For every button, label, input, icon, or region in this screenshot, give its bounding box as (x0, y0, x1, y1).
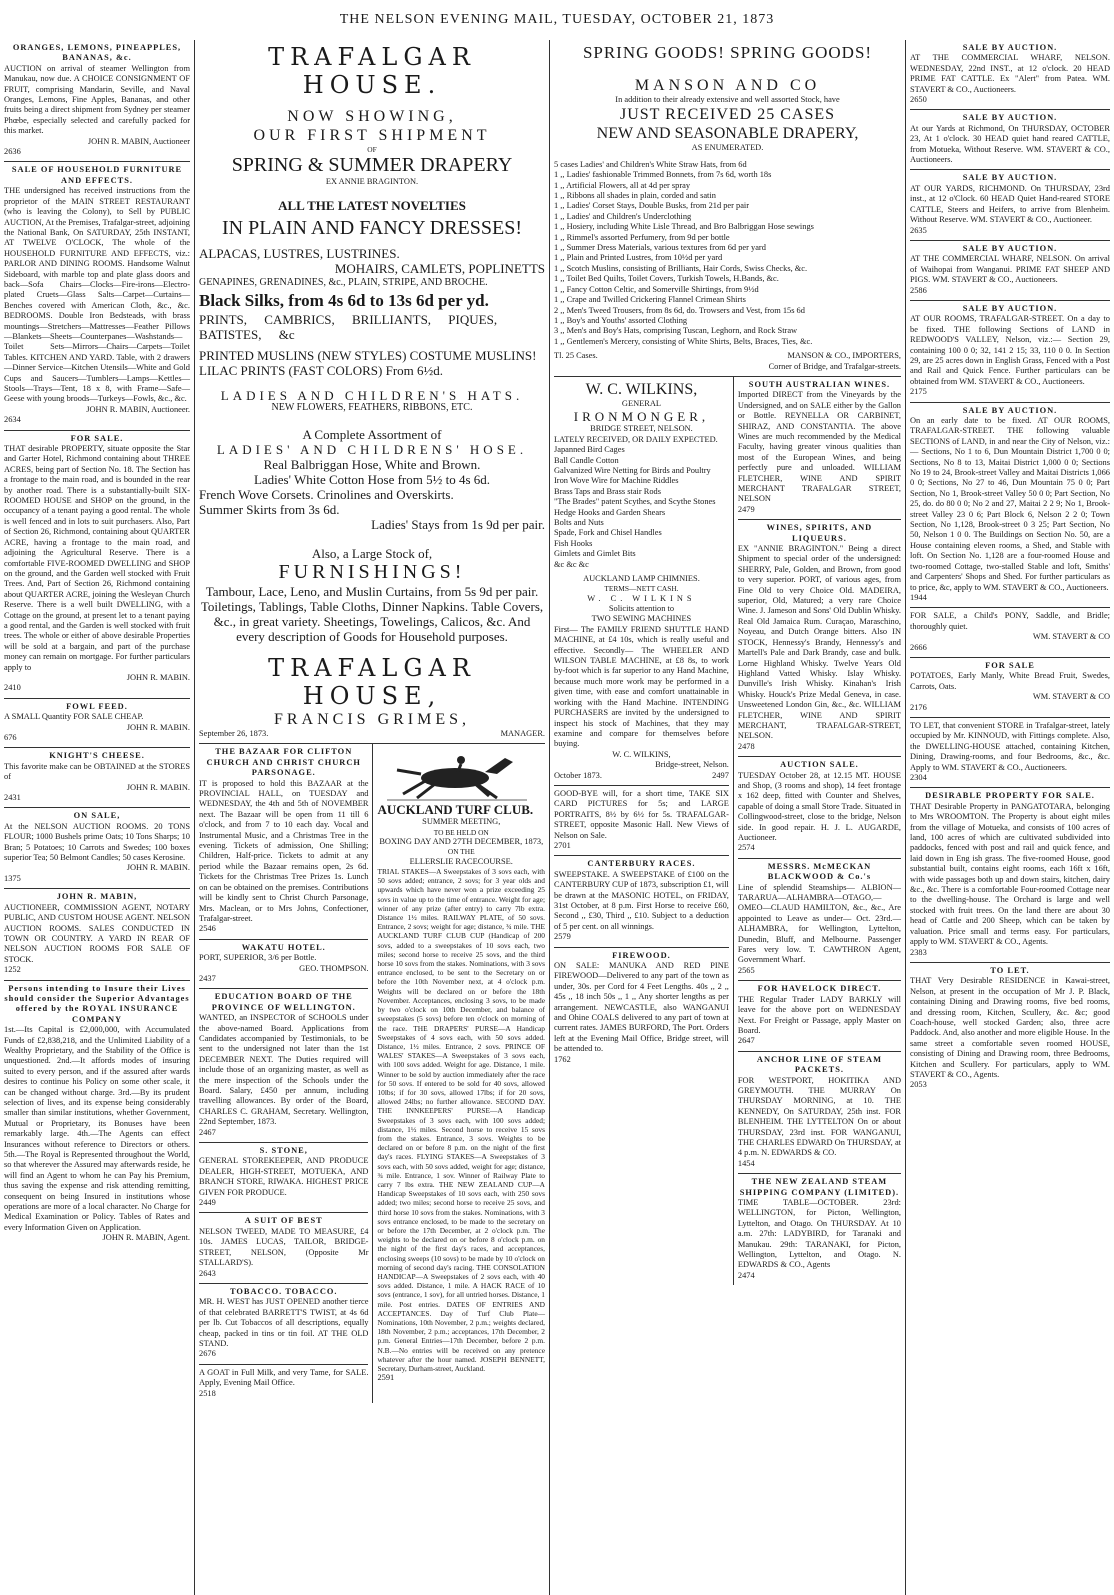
manson-item: 1 ,, Rimmel's assorted Perfumery, from 9d per bottle (554, 232, 730, 242)
ad-number: 2634 (4, 415, 21, 425)
ad-heading: CANTERBURY RACES. (587, 859, 696, 869)
manson-item: 1 ,, Crape and Twilled Crickering Flannel Crimean Shirts (554, 295, 746, 305)
advertisement (910, 301, 1110, 403)
advertisement (910, 963, 1110, 1095)
ad-body: SWEEPSTAKE. A SWEEPSTAKE of £100 on the CANTERBURY CUP of 1873, subscription £1, will be drawn at the MASONIC HOTEL, on FRIDAY, 31st October, at 8 p.m. First Horse to receive £60, Second ,, £30, Third ,, £10. Subject to a deduction of 5 per cent. on all winnings. (554, 869, 729, 931)
wilkins-items (554, 445, 729, 570)
ad-body: AT OUR YARDS, RICHMOND. On THURSDAY, 23rd inst., at 12 o'Clock. 60 HEAD Quiet Hand-reared STORE CATTLE, Steers and Heifers, to arrive from Blenheim. Without Reserve. WM. STAVERT & CO., Auctioneer. (910, 183, 1110, 225)
wilkins-item: Hedge Hooks and Garden Shears (554, 507, 666, 517)
wilkins-terms: TERMS—NETT CASH. (604, 584, 679, 594)
manson-address: Corner of Bridge, and Trafalgar-streets. (768, 361, 901, 371)
advertisement (738, 377, 901, 520)
ad-number: 2701 (554, 840, 571, 850)
wilkins-date: October 1873. (554, 770, 602, 780)
advertisement (738, 520, 901, 757)
advertisement (910, 403, 1110, 609)
ad-body: This favorite make can be OBTAINED at the STORES of (4, 761, 190, 782)
ad-body: POTATOES, Early Manly, White Bread Fruit, Swedes, Carrots, Oats. (910, 671, 1110, 691)
advertisement (738, 757, 901, 859)
ad-body: 1st.—Its Capital is £2,000,000, with Accumulated Funds of £2,838,218, and the Unlimited Liability of a Wealthy Proprietary, and the Stability of the Office is unquestioned. 2nd.—It affords modes of insuring suited to every person, and if the assured after wards desires to continue his Policy on some other scale, it can be changed without charge. 3rd.—By its prudent selection of lives, and its expense being considerably smaller than similar institutions, whether Government, Mutual or Proprietary, its Bonuses have been remarkably large. 4th.—The Agents can effect Insurances without reference to Directors or others. 5th.—The Royal is Represented throughout the World, so that wherever the Assured may afterwards reside, he will find an Agent to whom he can Pay his Premium, thus saving the expense and risk attending remitting, consequent on being Insured in institutions whose operations are more of a local character. No Charge for Medical Examination or Policy. Tables of Rates and every Information Given on Application. (4, 1025, 190, 1232)
manson-item: 1 ,, Summer Dress Materials, various textures from 6d per yard (554, 243, 766, 253)
ad-signature: JOHN R. MABIN. (126, 672, 190, 682)
advertisement (199, 940, 368, 990)
ad-body: At the NELSON AUCTION ROOMS. 20 TONS FLOUR; 1000 Bushels prime Oats; 10 Tons Sharps; 10 Bran; 5 Potatoes; 10 Carrots and Swedes; 100 boxes superior Tea; 50 Belmont Candles; 50 cases Kerosine. (4, 821, 190, 863)
ad-number: 2175 (910, 387, 927, 397)
wilkins-sub: TWO SEWING MACHINES (591, 614, 692, 624)
ad-signature: JOHN R. MABIN, Auctioneer (87, 136, 190, 146)
advertisement (4, 889, 190, 980)
ad-signature: JOHN R. MABIN. (126, 722, 190, 732)
ad-number: 2647 (737, 1036, 755, 1046)
ad-date: September 26, 1873. (199, 729, 269, 739)
advertisement (4, 808, 190, 889)
ad-heading: ORANGES, LEMONS, PINEAPPLES, BANANAS, &c. (12, 43, 182, 63)
ad-signature: JOHN R. MABIN, Auctioneer. (86, 404, 190, 414)
manson-sub: In addition to their already extensive and well assorted Stock, have (615, 95, 840, 104)
ad-number: 2579 (554, 932, 571, 942)
manson-items (554, 160, 901, 347)
ad-number: 2574 (737, 843, 755, 853)
advertisement (4, 162, 190, 430)
wilkins-sub: LATELY RECEIVED, OR DAILY EXPECTED. (554, 434, 718, 444)
ad-body: FOR WESTPORT, HOKITIKA AND GREYMOUTH. THE MURRAY On THURSDAY MORNING, at 10. THE KENNEDY, On SATURDAY, 25th inst. FOR BLENHEIM. THE LYTTELTON On or about THURSDAY, 23rd inst. FOR WANGANUI, THE CHARLES EDWARD On THURSDAY, at 4 p.m. N. EDWARDS & CO. (737, 1075, 901, 1158)
turf-sub: ON THE (447, 847, 475, 857)
wilkins-sub: IRONMONGER, (573, 409, 710, 425)
ad-body: PORT, SUPERIOR, 3/6 per Bottle. (199, 953, 317, 963)
ad-line: ALPACAS, LUSTRES, LUSTRINES. (199, 245, 400, 261)
ad-number: 2635 (910, 225, 927, 235)
turf-sub: TO BE HELD ON (433, 827, 489, 837)
manson-signature: MANSON & CO., IMPORTERS, (787, 351, 901, 361)
ad-heading: SOUTH AUSTRALIAN WINES. (748, 379, 891, 389)
wilkins-item: Bolts and Nuts (554, 518, 604, 527)
manson-item: 1 ,, Ladies' and Children's Underclothing (554, 211, 692, 221)
spring-goods-heading: SPRING GOODS! SPRING GOODS! (582, 43, 873, 62)
manson-title: MANSON AND CO (634, 77, 821, 94)
advertisement (4, 40, 190, 162)
ad-heading: FOR SALE. (70, 433, 124, 443)
ad-signature: WM. STAVERT & CO (1032, 632, 1110, 642)
ad-heading: SALE BY AUCTION. (962, 113, 1058, 123)
advertisement (738, 1052, 901, 1174)
ad-line: IN PLAIN AND FANCY DRESSES! (221, 216, 523, 239)
wilkins-title: W. C. WILKINS, (585, 380, 698, 398)
ad-signature: JOHN R. MABIN. (126, 863, 190, 873)
manson-item: 1 ,, Plain and Printed Lustres, from 10½d per yard (554, 253, 723, 263)
ad-line: ALL THE LATEST NOVELTIES (278, 197, 466, 213)
manson-item: 3 ,, Men's and Boy's Hats, comprising Tuscan, Leghorn, and Rock Straw (554, 326, 798, 336)
ad-heading: SALE BY AUCTION. (962, 303, 1058, 313)
ad-body: TUESDAY October 28, at 12.15 MT. HOUSE and Shop, (3 rooms and shop), 14 feet frontage x 162 deep, fitted with Counter and Shelves, capable of doing a small Store Trade. Situated in Collingwood-street, close to the bridge, Nelson side. In good repair. H. J. L. AUGARDE, Auctioneer. (737, 770, 901, 842)
ad-body: THAT Very Desirable RESIDENCE in Kawai-street, Nelson, at present in the occupation of Mr J. P. Black, containing Dining and Drawing rooms, five bed rooms, and dressing room, Kitchen, Scullery, &c. &c; good Coach-house, well stocked Garden; also, three acre Paddock. And, also another and more eligible House. In the same street a comfortable seven roomed HOUSE, consisting of Dining and Drawing room, three Bedrooms, Kitchen and Scullery. For particulars, apply to WM. STAVERT & CO., Agents. (910, 976, 1110, 1079)
trafalgar-house-ad (199, 40, 545, 744)
racehorse-illustration (377, 744, 545, 802)
ad-line: Ladies' White Cotton Hose from 5½ to 4s 6d. (253, 472, 491, 488)
ad-heading: WINES, SPIRITS, AND LIQUEURS. (766, 523, 873, 543)
ad-heading: JOHN R. MABIN, (56, 892, 138, 902)
advertisement (4, 981, 190, 1248)
ad-heading: FOR SALE (985, 660, 1035, 670)
advertisement (199, 1284, 368, 1365)
ad-body: On an early date to be fixed. AT OUR ROOMS, TRAFALGAR-STREET. THE following valuable SECTIONS of LAND, in and near the City of Nelson, viz.:— Sections, No 1 to 6, Dun Mountain District 1,700 0 0; Sections, No 8 to 13, Maitai District 1,000 0 0; Sections No 19 to 24, Brook-street Valley and Maitai Districts 1,066 0 0; Sections, No 27 to 46, Dun Mountain 75 0 0; Part Section, No 1, Brook-street Valley 50 0 0; Part Section, No 25, do. do 80 0 0; No 2 and 27, Maitai 2 2 9; No 1, Brook-street Valley 23 0 6; Part Block 6, Nelson 2 2 0; Town Section, No 1,128, Brook-street 0 3 25; Part Section, No 50, Nelson 1 0 0. The Buildings on Section No. 50, are a House containing eleven rooms, a Shed, and Stable with loft. On Section No. 1,128 are a four-roomed House and two-roomed Cottage, two-stalled Stable and loft, Smiths' and Carpenters' Shops and Shed. For further particulars as to price, &c, apply to WM. STAVERT & CO., Auctioneers. (910, 416, 1110, 592)
wilkins-body: First— The FAMILY FRIEND SHUTTLE HAND MACHINE, at £4 10s, which is really useful and effective. Secondly— The WHEELER AND WILSON TABLE MACHINE, at £8 8s, to work by-foot which is far superior to any Hand Machine, because much more work may be performed in a given time, with ease and comfort unattainable in working with the Hand Machine. INTENDING PURCHASERS are invited by the undersigned to inspect his stock of Machines, that they may examine and compare for themselves before buying. (554, 624, 729, 749)
ad-line: LILAC PRINTS (FAST COLORS) From 6½d. (199, 362, 444, 378)
ad-body: AUCTION on arrival of steamer Wellington from Manukau, now due. A CHOICE CONSIGNMENT OF FRUIT, comprising Mandarin, Seville, and Naval Oranges, Lemons, Fine Apples, Bananas, and other fruits being a direct shipment from Sydney per steamer Phœbe, especially selected and carefully packed for this market. (4, 63, 190, 136)
masthead: THE NELSON EVENING MAIL, TUESDAY, OCTOBER 21, 1873 (339, 12, 775, 27)
wilkins-item: &c &c &c (554, 559, 589, 569)
ad-line: Black Silks, from 4s 6d to 13s 6d per yd. (199, 290, 489, 310)
ad-heading: SALE OF HOUSEHOLD FURNITURE AND EFFECTS. (11, 165, 183, 185)
advertisement (4, 699, 190, 749)
turf-sub: ELLERSLIE RACECOURSE. (409, 856, 513, 866)
manson-item: 1 ,, Gentlemen's Mercery, consisting of White Shirts, Belts, Braces, Ties, &c. (554, 336, 813, 346)
ad-heading: AUCTION SALE. (780, 760, 859, 770)
ad-signature: JOHN R. MABIN. (126, 782, 190, 792)
ad-line: SPRING & SUMMER DRAPERY (231, 154, 513, 177)
ad-number: 1375 (4, 873, 21, 883)
advertisement (738, 859, 901, 981)
ad-body: TIME TABLE—OCTOBER. 23rd: WELLINGTON, for Picton, Wellington, Lyttelton, and Otago. On THURSDAY. At 10 a.m. 27th: LADYBIRD, for Taranaki and Manukau. 29th: TARANAKI, for Picton, Wellington, Lyttelton, and Otago. N. EDWARDS & CO., Agents (737, 1198, 901, 1270)
ad-heading: FIREWOOD. (612, 950, 671, 960)
ad-line: PRINTS, CAMBRICS, BRILLIANTS, PIQUES, BATISTES, &c (199, 311, 498, 342)
ad-heading: FOR HAVELOCK DIRECT. (757, 984, 882, 994)
ad-line: Ladies' Stays from 1s 9d per pair. (371, 517, 545, 533)
ad-body: A GOAT in Full Milk, and very Tame, for SALE. Apply, Evening Mail Office. (199, 1367, 369, 1388)
ad-heading: WAKATU HOTEL. (241, 942, 326, 952)
ad-body: Imported DIRECT from the Vineyards by the Undersigned, and on SALE either by the Gallon or Bottle. REYNELLA OR CARBINET, SHIRAZ, AND CONSTANTIA. The above Wines are much recommended by the Medical Faculty, having greater vinous qualities than most of the European Wines, and being perfectly pure and unloaded. WILLIAM FLETCHER, WINE AND SPIRIT MERCHANT TRAFALGAR STREET, NELSON (737, 390, 901, 504)
auckland-turf-club-ad (373, 744, 545, 1403)
ad-number: 2176 (910, 702, 927, 712)
advertisement (554, 786, 729, 856)
manson-item: 1 ,, Boy's and Youths' assorted Clothing (554, 315, 688, 325)
ad-heading: KNIGHT'S CHEESE. (49, 751, 145, 761)
ad-heading: TO LET. (990, 965, 1030, 975)
wilkins-item: Japanned Bird Cages (554, 445, 625, 455)
wilkins-sub: Solicits attention to (608, 604, 675, 614)
advertisement (738, 1174, 901, 1285)
ad-number: 2449 (199, 1198, 216, 1208)
advertisement (4, 431, 190, 699)
ad-heading: THE NEW ZEALAND STEAM SHIPPING COMPANY (LIMITED). (739, 1177, 900, 1197)
manson-sub: AS ENUMERATED. (691, 143, 764, 153)
ad-body: AUCTIONEER, COMMISSION AGENT, NOTARY PUBLIC, AND CUSTOM HOUSE AGENT. NELSON AUCTION ROOMS. SALES CONDUCTED IN TOWN OR COUNTRY. A YARD IN REAR OF NELSON AUCTION ROOMS FOR SALE OF STOCK. (4, 902, 190, 964)
ad-heading: SALE BY AUCTION. (962, 43, 1058, 52)
ad-number: 2304 (910, 773, 927, 782)
manson-sub: NEW AND SEASONABLE DRAPERY, (596, 125, 859, 143)
manson-item: 5 cases Ladies' and Children's White Straw Hats, from 6d (554, 159, 747, 169)
column-4 (906, 40, 1114, 1595)
ad-line: Summer Skirts from 3s 6d. (199, 502, 340, 518)
manson-sub: JUST RECEIVED 25 CASES (619, 106, 836, 124)
manson-item: 2 ,, Men's Tweed Trousers, from 8s 6d, do. Trowsers and Vest, from 15s 6d (554, 305, 805, 315)
ad-number: 2478 (737, 741, 755, 751)
wilkins-item: Iron Wove Wire for Machine Riddles (554, 476, 679, 486)
ad-body: IT is proposed to hold this BAZAAR at the PROVINCIAL HALL, on TUESDAY and WEDNESDAY, the 4th and 5th of NOVEMBER next. The Bazaar will be open from 11 till 6 o'clock, and from 7 to 10 each day. Vocal and Instrumental Music, and a Christmas Tree in the evening. Tickets of admission, One Shilling; Children, Half-price. Tickets to admit at any period while the Bazaar remains open, 2s 6d. Tickets for the Christmas Tree Prizes 1s. Lunch on can be obtained on the premises. Contributions will be kindly sent to Christ Church Parsonage, Mrs. Maclean, or to Mrs Johns, Confectioner, Trafalgar-street. (199, 778, 369, 923)
ad-line: French Wove Corsets. Crinolines and Overskirts. (199, 487, 454, 503)
manson-item: 1 ,, Ribbons all shades in plain, corded and satin (554, 191, 716, 201)
ad-body: WANTED, an INSPECTOR of SCHOOLS under the above-named Board. Applications from Candidates accompanied by Testimonials, to be sent to the undersigned not later than the 1st DECEMBER NEXT. The Duties required will include those of an organizing master, as well as the mere inspection of the Schools under the Board. Salary, £450 per annum, including travelling allowances. By order of the Board, CHARLES C. GRAHAM, Secretary. Wellington, 22nd September, 1873. (199, 1013, 369, 1127)
ad-number: 1944 (910, 592, 927, 602)
advertisement (199, 1143, 368, 1213)
ad-signature: GEO. THOMPSON. (299, 963, 369, 973)
advertisement (910, 110, 1110, 170)
ad-number: 2497 (712, 770, 729, 780)
ad-body: ON SALE: MANUKA AND RED PINE FIREWOOD—Delivered to any part of the town as under, 30s. per Cord for 4 Feet Lengths. 40s ,, 2 ,, 45s ,, 18 inch 50s ,, 1 ,, Any shorter lengths as per arrangement. NEWCASTLE, also WANGANUI and Ohine COALS delivered to any part of town at current rates. JAMES BURFORD, The Port. Orders left at the Evening Mail Office, Bridge street, will be attended to. (554, 961, 729, 1054)
ad-number: 2650 (910, 95, 927, 105)
column-2-left (199, 744, 373, 1403)
ad-number: 1454 (737, 1158, 755, 1168)
advertisement (910, 170, 1110, 240)
ad-number: 2518 (199, 1388, 216, 1398)
manson-item: 1 ,, Artificial Flowers, all at 4d per spray (554, 180, 691, 190)
manson-item: 1 ,, Hosiery, including White Lisle Thread, and Bro Balbriggan Hose sewings (554, 222, 814, 232)
turf-sub: BOXING DAY AND 27TH DECEMBER, 1873, (379, 837, 544, 847)
ad-number: 2383 (910, 947, 927, 957)
ad-body: GOOD-BYE will, for a short time, TAKE SIX CARD PICTURES for 5s; and LARGE PORTRAITS, 8½ by 6½ for 5s. TRAFALGAR-STREET, opposite Masonic Hall. New Views of Nelson on Sale. (554, 788, 729, 840)
ad-number: 1252 (4, 965, 21, 975)
wilkins-item: Ball Candle Cotton (554, 455, 619, 465)
ad-line: Also, a Large Stock of, (311, 546, 433, 562)
advertisement (199, 1365, 368, 1403)
ad-heading: SALE BY AUCTION. (962, 405, 1058, 415)
ad-heading: THE BAZAAR FOR CLIFTON CHURCH AND CHRIST CHURCH PARSONAGE. (206, 747, 361, 778)
ad-heading: MESSRS. McMECKAN BLACKWOOD & Co.'s (767, 861, 872, 882)
manson-total: Tl. 25 Cases. (554, 351, 598, 361)
ad-body: FOR SALE, a Child's PONY, Saddle, and Bridle; thoroughly quiet. (910, 611, 1110, 631)
ad-body: NELSON TWEED, MADE TO MEASURE, £4 10s. JAMES LUCAS, TAILOR, BRIDGE-STREET, NELSON, (Opposite Mr STALLARD'S). (199, 1226, 369, 1268)
ad-line: OUR FIRST SHIPMENT (253, 127, 491, 144)
ad-signature: WM. STAVERT & CO (1032, 692, 1110, 702)
ad-body: Line of splendid Steamships— ALBION—TARARUA—ALHAMBRA—OTAGO,—OMEO—CLAUD HAMILTON, &c., &c., Are appointed to Leave as under— Oct. 23rd.—ALHAMBRA, for Wellington, Lyttelton, Dunedin, Bluff, and Melbourne. Passenger Fares very low. T. CAWTHRON Agent, Government Wharf. (737, 882, 901, 965)
ad-heading: S. STONE, (259, 1146, 308, 1156)
ad-line: Tambour, Lace, Leno, and Muslin Curtains, from 5s 9d per pair. Toiletings, Tablings, Table Cloths, Dinner Napkins. Table Covers, &c., in great variety. Sheetings, Towelings, Calicos, &c. And every description of Goods for Household purposes. (200, 584, 544, 645)
manson-item: 1 ,, Toilet Bed Quilts, Toilet Covers, Turkish Towels, H.Bands, &c. (554, 274, 779, 284)
ad-body: THAT Desirable Property in PANGATOTARA, belonging to Mrs WROOMTON. The Property is about eight miles from the village of Motueka, and consists of 100 acres of land, 100 acres of which are cultivated subdivided into paddocks, fenced with post and rail and quick fence, and laid down in Eng ish grass. The five-roomed House, good substantial built, contains eight rooms, each 16ft x 16ft, with wide passages both up and down stairs, kitchen, dairy &c., &c. There is a comfortable Four-roomed Cottage near to the dwelling-house. The Orchard is large and well stocked with fruit trees. On the land there are about 30 head of Cattle and 200 Sheep, which can be taken by valuation. Price small and terms easy. For particulars, apply to WM. STAVERT & CO., Agents. (910, 801, 1110, 947)
ad-number: 2546 (199, 924, 216, 934)
ad-line: FURNISHINGS! (278, 561, 466, 584)
wilkins-address: Bridge-street, Nelson. (655, 760, 729, 770)
advertisement (199, 989, 368, 1143)
wilkins-lamp: AUCKLAND LAMP CHIMNIES. (583, 574, 700, 584)
ad-number: 2479 (737, 504, 755, 514)
ad-number: 676 (4, 733, 17, 742)
column-3 (550, 40, 906, 1595)
ad-body: THAT desirable PROPERTY, situate opposite the Star and Garter Hotel, Richmond containing about THREE ACRES, being part of Section No. 18. The Section has a frontage to the main road, and is bounded in the rear by another road. There is a substantially-built SIX-ROOMED HOUSE and SHOP on the ground, in the occupancy of a tenant paying a good rental. The whole is well fenced and in lots to suit purchasers. Also, Part of Section 26, Richmond, containing about QUARTER ACRE, having a frontage to the main road, and adjoining the Agricultural Reserve. There is a comfortable FIVE-ROOMED DWELLING and SHOP on the ground, and the Garden well stocked with Fruit Trees. And, Part of Section 26, Richmond containing about QUARTER ACRE, joining the Wesleyan Church Reserve. There is a well built DWELLING, with a Cottage on the ground, at present let to a tenant paying a good rental, and the Garden is well stocked with fruit trees. The whole or either of above desirable Properties will be sold at a bargain, and part of the purchase money can remain on mortgage. For further particulars apply to (4, 444, 190, 672)
ad-body: TO LET, that convenient STORE in Trafalgar-street, lately occupied by Mr. KINNOUD, with Fittings complete. Also, the DWELLING-HOUSE attached, containing Kitchen, Dining, Drawing-rooms, and four Bedrooms, &c., &c. Apply to WM. STAVERT & CO., Auctioneers. (910, 720, 1110, 772)
ad-line: TRAFALGAR HOUSE, (268, 654, 476, 711)
ad-heading: Persons intending to Insure their Lives should consider the Superior Advantages offered by the ROYAL INSURANCE COMPANY (4, 983, 190, 1024)
advertisement (199, 1213, 368, 1283)
wilkins-item: Gimlets and Gimlet Bits (554, 549, 636, 559)
ad-line: MOHAIRS, CAMLETS, POPLINETTS (334, 260, 545, 276)
advertisement (554, 856, 729, 947)
wilkins-signature: W. C. WILKINS, (612, 749, 671, 759)
ad-body: MR. H. WEST has JUST OPENED another tierce of that celebrated BARRETT'S TWIST, at 4s 6d per lb. Cut Tobaccos of all descriptions, equally cheap, packed in tins or tin foil. AT THE OLD STAND. (199, 1297, 369, 1348)
ad-line: NOW SHOWING, (287, 108, 457, 125)
ad-body: AT THE COMMERCIAL WHARF, NELSON. On arrival of Waihopai from Wanganui. PRIME FAT SHEEP AND PIGS. WM. STAVERT & CO., Auctioneers. (910, 254, 1110, 285)
ad-line: Real Balbriggan Hose, White and Brown. (263, 457, 481, 473)
manson-item: 1 ,, Fancy Cotton Celtic, and Somerville Shirtings, from 9½d (554, 284, 759, 294)
ad-line: LADIES AND CHILDREN'S HATS. (220, 387, 524, 403)
ad-number: 2437 (199, 973, 216, 983)
ad-line: PRINTED MUSLINS (NEW STYLES) COSTUME MUSLINS! (199, 347, 537, 363)
ad-line: GENAPINES, GRENADINES, &c., PLAIN, STRIPE, AND BROCHE. (199, 276, 488, 288)
ad-number: 2591 (377, 1373, 395, 1383)
manson-and-co-ad (554, 40, 901, 377)
ad-body: A SMALL Quantity FOR SALE CHEAP. (4, 712, 144, 722)
wilkins-item: Spade, Fork and Chisel Handles (554, 528, 662, 538)
wilkins-ad (554, 377, 729, 786)
advertisement (910, 608, 1110, 658)
advertisement (910, 658, 1110, 718)
ad-line: LADIES' AND CHILDRENS' HOSE. (216, 442, 528, 458)
ad-heading: DESIRABLE PROPERTY FOR SALE. (925, 791, 1095, 801)
advertisement (910, 40, 1110, 110)
advertisement (199, 744, 368, 939)
advertisement (910, 241, 1110, 301)
column-2 (195, 40, 550, 1595)
turf-title: AUCKLAND TURF CLUB. (377, 802, 534, 818)
column-3-right (734, 377, 901, 1285)
ad-body: At our Yards at Richmond, On THURSDAY, OCTOBER 23, At 1 o'clock. 30 HEAD quiet hand reared CATTLE, from Motueka, Without Reserve. WM. STAVERT & CO., Auctioneers. (910, 123, 1110, 165)
ad-body: AT OUR ROOMS, TRAFALGAR-STREET. On a day to be fixed. THE following Sections of LAND in REDWOOD'S VALLEY, Nelson, viz.:— Section 29, containing 100 0 0; 32, 141 2 15; 33, 110 0 0. In Section 29, are 25 acres down in English Grass, Fenced with a Post and Rail and Quick Fence. Further particulars can be obtained from WM. STAVERT & CO., Auctioneers. (910, 314, 1110, 386)
ad-line: EX ANNIE BRAGINTON. (325, 177, 419, 187)
wilkins-item: Fish Hooks (554, 538, 593, 548)
ad-number: 2586 (910, 285, 927, 295)
turf-sub: SUMMER MEETING, (422, 817, 501, 827)
ad-number: 2565 (737, 965, 755, 975)
ad-number: 2666 (910, 642, 927, 652)
column-3-left-lower (554, 786, 729, 1069)
ad-number: 2467 (199, 1127, 216, 1137)
ad-number: 1762 (554, 1054, 571, 1064)
ad-manager: MANAGER. (500, 729, 545, 739)
ad-number: 2676 (199, 1349, 216, 1359)
wilkins-item: Brass Taps and Brass stair Rods (554, 486, 661, 496)
manson-item: 1 ,, Ladies' Corset Stays, Double Busks, from 21d per pair (554, 201, 750, 211)
manson-item: 1 ,, Ladies' fashionable Trimmed Bonnets, from 7s 6d, worth 18s (554, 170, 772, 180)
ad-heading: TOBACCO. TOBACCO. (229, 1286, 338, 1296)
ad-heading: ON SALE, (73, 811, 121, 821)
wilkins-sub: GENERAL (621, 398, 661, 408)
column-3-left (554, 377, 734, 1285)
wilkins-sub: BRIDGE STREET, NELSON. (590, 424, 693, 434)
ad-line: NEW FLOWERS, FEATHERS, RIBBONS, ETC. (271, 401, 473, 413)
advertisement (554, 948, 729, 1069)
turf-body: TRIAL STAKES—A Sweepstakes of 3 sovs each, with 50 sovs added; entrance, 2 sovs; for 3 year olds and upwards which have never won a prize exceeding 25 sovs in value up to the time of entrance. Weight for age; winner of any prize (after entry) to carry 7lb extra. Distance 1½ miles. RAILWAY PLATE, of 50 sovs. Entrance, 2 sovs; weight for age; distance, ¾ mile. THE AUCKLAND TURF CLUB CUP (Handicap of 200 sovs, added to a sweepstakes of 10 sovs each, two miles; second horse to receive 25 sovs, and the third horse 10 sovs from the stakes. Nominations, with 3 sovs entrance enclosed, to be sent to the Secretary on or before the 10th November next, at 4 o'clock p.m. Weights will be declared on or before the 18th November. Acceptances, enclosing 3 sovs, to be made by two o'clock on 10th December, and balance of sweepstakes (5 sovs) before ten o'clock on morning of the race. THE DRAPERS' PURSE—A Handicap Sweepstakes of 4 sovs each, with 50 sovs added. Distance, 1½ miles. Entrance, 2 sovs. PRINCE OF WALES' STAKES—A Sweepstakes of 3 sovs each, with 100 sovs added. Weight for age. Distance, 1 mile. Winner to be sold by auction immediately after the race for 50 sovs. If entered to be sold for 40 sovs, allowed 10lbs; if for 30 sovs, allowed 17lbs; if for 20 sovs, allowed 24lbs; no further allowance. SECOND DAY. THE INNKEEPERS' PURSE—A Handicap Sweepstakes of 3 sovs each, with 100 sovs added; distance, 1½ miles. Second horse to receive 15 sovs from the stakes. Entrance, 3 sovs. Weights to be declared on or before 8 p.m. on the night of the first day's races. FLYING STAKES—A Sweepstakes of 3 sovs each, with 50 sovs added, weight for age; distance, ¾ mile. Entrance, 1 sov. Winner of Railway Plate to carry 7 lbs extra. THE NEW ZEALAND CUP—A Handicap Sweepstakes of 10 sovs each, with 250 sovs added; two miles; second horse to receive 25 sovs, and third horse 10 sovs from the stakes. Nominations, with 3 sovs entrance enclosed, to be made to the secretary on or before the 17th December, at 2 o'clock p.m. The weights to be declared on or before 8 o'clock p.m. on the night of the first day's races, and acceptances, enclosing sweeps (10 sovs) to be made by 10 o'clock on morning of second day's racing. THE CONSOLATION HANDICAP—A Sweepstakes of 2 sovs each, with 40 sovs added. Distance, 1 mile. A HACK RACE of 10 sovs (entrance, 1 sov), for all untried horses. Distance, 1 mile. Post entries. DATES OF ENTRIES AND ACCEPTANCES. Day of Turf Club Plate—Nominations, 10th November, 2 p.m.; weights declared, 18th November, 2 p.m.; acceptances, 17th December, 2 p.m. General Entries—17th December, before 2 p.m. N.B.—No entries will be received on any pretence whatever after the hour named. JOSEPH BENNETT, Secretary, Durham-street, Auckland. (377, 867, 545, 1374)
ad-heading: SALE BY AUCTION. (962, 173, 1058, 183)
trafalgar-title: TRAFALGAR HOUSE. (268, 43, 476, 99)
ad-number: 2410 (4, 683, 21, 693)
wilkins-item: Galvanized Wire Netting for Birds and Poultry (554, 465, 711, 475)
wilkins-title-2: W. C. WILKINS (587, 593, 696, 603)
manson-item: 1 ,, Scotch Muslins, consisting of Brilliants, Hair Cords, Swiss Checks, &c. (554, 263, 808, 273)
ad-heading: FOWL FEED. (66, 701, 128, 711)
ad-heading: EDUCATION BOARD OF THE PROVINCE OF WELLINGTON. (211, 992, 356, 1012)
ad-heading: SALE BY AUCTION. (962, 243, 1058, 253)
ad-line: FRANCIS GRIMES, (273, 711, 471, 729)
column-1 (0, 40, 195, 1595)
ad-body: THE Regular Trader LADY BARKLY will leave for the above port on WEDNESDAY Next. For Freight or Passage, apply Master on Board. (737, 994, 901, 1035)
ad-number: 2431 (4, 793, 21, 803)
wilkins-item: "The Brades" patent Scythes, and Scythe Stones (554, 497, 716, 507)
advertisement (910, 788, 1110, 963)
ad-body: AT THE COMMERCIAL WHARF, NELSON. WEDNESDAY, 22nd INST., at 12 o'clock. 20 HEAD PRIME FAT CATTLE. Ex "Alert" from Patea. WM. STAVERT & CO., Auctioneers. (910, 53, 1110, 94)
ad-heading: ANCHOR LINE OF STEAM PACKETS. (756, 1054, 882, 1075)
ad-heading: A SUIT OF BEST (244, 1216, 323, 1226)
advertisement (4, 748, 190, 808)
ad-body: THE undersigned has received instructions from the proprietor of the MAIN STREET RESTAURANT (who is leaving the Colony), to Sell by PUBLIC AUCTION, At the Premises, Trafalgar-street, adjoining the National Bank, On SATURDAY, 25th INSTANT, AT TWELVE O'CLOCK, The whole of the HOUSEHOLD FURNITURE AND EFFECTS, viz.: PARLOR AND DINING ROOMS. Handsome Walnut Sideboard, with marble top and plate glass doors and back—Sofa Chairs—Clocks—Fire-irons—Electro-plated Cruets—Glass Salts—Carpet—Curtains—Benches covered with American Cloth, &c., &c. BEDROOMS. Double Iron Bedsteads, with brass mountings—Stretchers—Mattresses—Feather Pillows—Blankets—Sheets—Counterpanes—Washstands—Toilet Sets—Mirrors—Chairs—Carpets—Toilet Tables. KITCHEN AND YARD. Table, with 2 drawers—Dinner Service—Kitchen Utensils—White and Gold Cups and Saucers—Tumblers—Lamps—Kettles—Stools—Trays—Tent, 18 x 8, with Frame—Safe—Geese with young broods—Turkeys—Fowls, &c., &c. (4, 186, 190, 404)
ad-line: A Complete Assortment of (302, 427, 442, 443)
advertisement (738, 981, 901, 1051)
ad-number: 2474 (737, 1270, 755, 1280)
advertisement (910, 718, 1110, 788)
ad-number: 2636 (4, 147, 21, 157)
ad-body: GENERAL STOREKEEPER, AND PRODUCE DEALER, HIGH-STREET, MOTUEKA, AND BRANCH STORE, RIWAKA. HIGHEST PRICE GIVEN FOR PRODUCE. (199, 1156, 369, 1197)
ad-line: OF (367, 145, 377, 154)
ad-number: 2053 (910, 1080, 927, 1090)
ad-body: EX "ANNIE BRAGINTON." Being a direct Shipment to special order of the undersigned: SHERRY, Pale, Golden, and Brown, from good to very superior. PORT, of various ages, from Fine Old to very Choice Old. MADEIRA, superior, Old, Matured; a very rare Choice Wine. J. Jameson and Sons' Old Dublin Whisky. Real Old Jamaica Rum. Curaçao, Maraschino, Noyeau, and Dutch Orange bitters. Also IN STOCK, Hennessy's Brandy, Hennessy's and Martell's Pale and Dark Brandy, case and bulk. Lorne Highland Whisky. Twelve Years Old Highland Vatted Whisky. Islay Whisky. Dunville's Irish Whisky. Kinahan's Irish Whisky. Houck's Prize Medal Geneva, in case. Unsweetened London Gin, &c., &c. WILLIAM FLETCHER, WINE AND SPIRIT MERCHANT, TRAFALGAR-STREET, NELSON. (737, 544, 901, 741)
ad-number: 2643 (199, 1268, 216, 1278)
ad-signature: JOHN R. MABIN, Agent. (102, 1233, 190, 1243)
